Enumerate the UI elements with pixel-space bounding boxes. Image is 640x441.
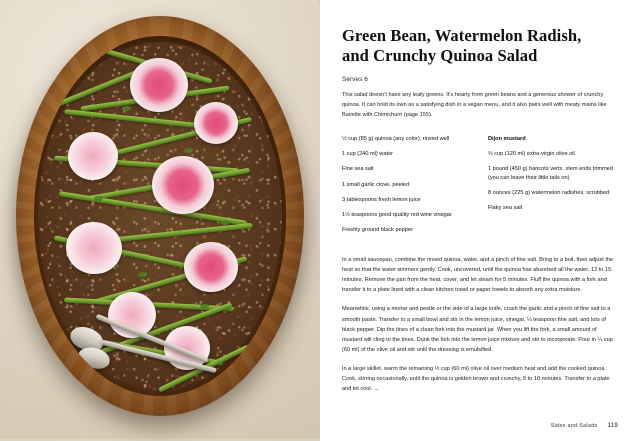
ingredient-item: Freshly ground black pepper	[342, 227, 413, 234]
ingredients-column-left	[342, 135, 472, 241]
watermelon-radish-slice	[194, 102, 238, 144]
ingredient-item: 1 pound (450 g) haricots verts, stem ends trimmed (you can leave their little tails on)	[488, 166, 613, 182]
watermelon-radish-slice	[152, 156, 214, 214]
recipe-page	[320, 0, 640, 441]
ingredient-item: 1 cup (240 ml) water	[342, 151, 393, 158]
recipe-intro: This salad doesn't have any leafy greens. It's hearty from green beans and a generous shower of crunchy quinoa. It can hold its own as a satisfying dish in a vegan menu, and it also pairs well with meaty mains like Bavette with Chimichurri (page 155).	[342, 92, 607, 119]
watermelon-radish-slice	[130, 58, 188, 112]
watermelon-radish-slice	[184, 242, 238, 292]
ingredient-item: 1½ teaspoons good-quality red wine vinegar	[342, 211, 452, 218]
ingredients-section	[342, 135, 618, 241]
ingredient-item: ½ cup (85 g) quinoa (any color), rinsed well	[342, 136, 450, 143]
page-footer	[551, 423, 618, 429]
bowl-interior	[34, 36, 286, 396]
instruction-step: Meanwhile, using a mortar and pestle or the side of a large knife, crush the garlic and a pinch of fine salt to a smooth paste. Transfer to a small bowl and stir in the lemon juice, vinegar, ¼ teaspoon fine salt, and lots of black pepper. Dip the tines of a clean fork into the mustard jar. When you lift the fork, a small amount of mustard will cling to the tines. Dunk the fork into the lemon juice mixture and stir to incorporate. Pour in ¼ cup (60 ml) of the olive oil and stir until the dressing is emulsified.	[342, 306, 613, 353]
ingredient-item: 3 tablespoons fresh lemon juice	[342, 196, 421, 203]
page-number: 119	[607, 423, 618, 429]
serves-label: Serves 6	[342, 76, 369, 84]
instructions-section	[342, 255, 618, 394]
ingredient-item: 1 small garlic clove, peeled	[342, 181, 410, 188]
footer-section-label: Sides and Salads	[550, 423, 598, 429]
ingredient-item: Dijon mustard	[488, 136, 526, 143]
ingredients-column-right	[488, 135, 618, 241]
instruction-step: In a large skillet, warm the remaining ⅓ cup (60 ml) olive oil over medium heat and add the cooked quinoa. Cook, stirring occasionally, until the quinoa is golden brown and crunchy, 5 to 10 minutes. Transfer to a plate and let cool. →	[342, 365, 610, 392]
ingredient-item: Fine sea salt	[342, 166, 374, 173]
wooden-bowl	[16, 16, 304, 416]
page-title: Green Bean, Watermelon Radish, and Crunchy Quinoa Salad	[342, 26, 582, 66]
instruction-step: In a small saucepan, combine the rinsed quinoa, water, and a pinch of fine salt. Bring to a boil, then adjust the heat so that the water simmers gently. Cook, uncovered, until the quinoa has absorbed all the water, 12 to 15 minutes. Remove the pan from the heat, cover, and let steam for 5 minutes. Fluff the quinoa with a fork and transfer it to a plate lined with a clean kitchen towel or paper towels to absorb any extra moisture.	[342, 257, 614, 294]
ingredient-item: ⅔ cup (120 ml) extra-virgin olive oil	[488, 151, 575, 158]
ingredient-item: Flaky sea salt	[488, 205, 523, 212]
ingredient-item: 8 ounces (225 g) watermelon radishes, scrubbed	[488, 190, 610, 197]
